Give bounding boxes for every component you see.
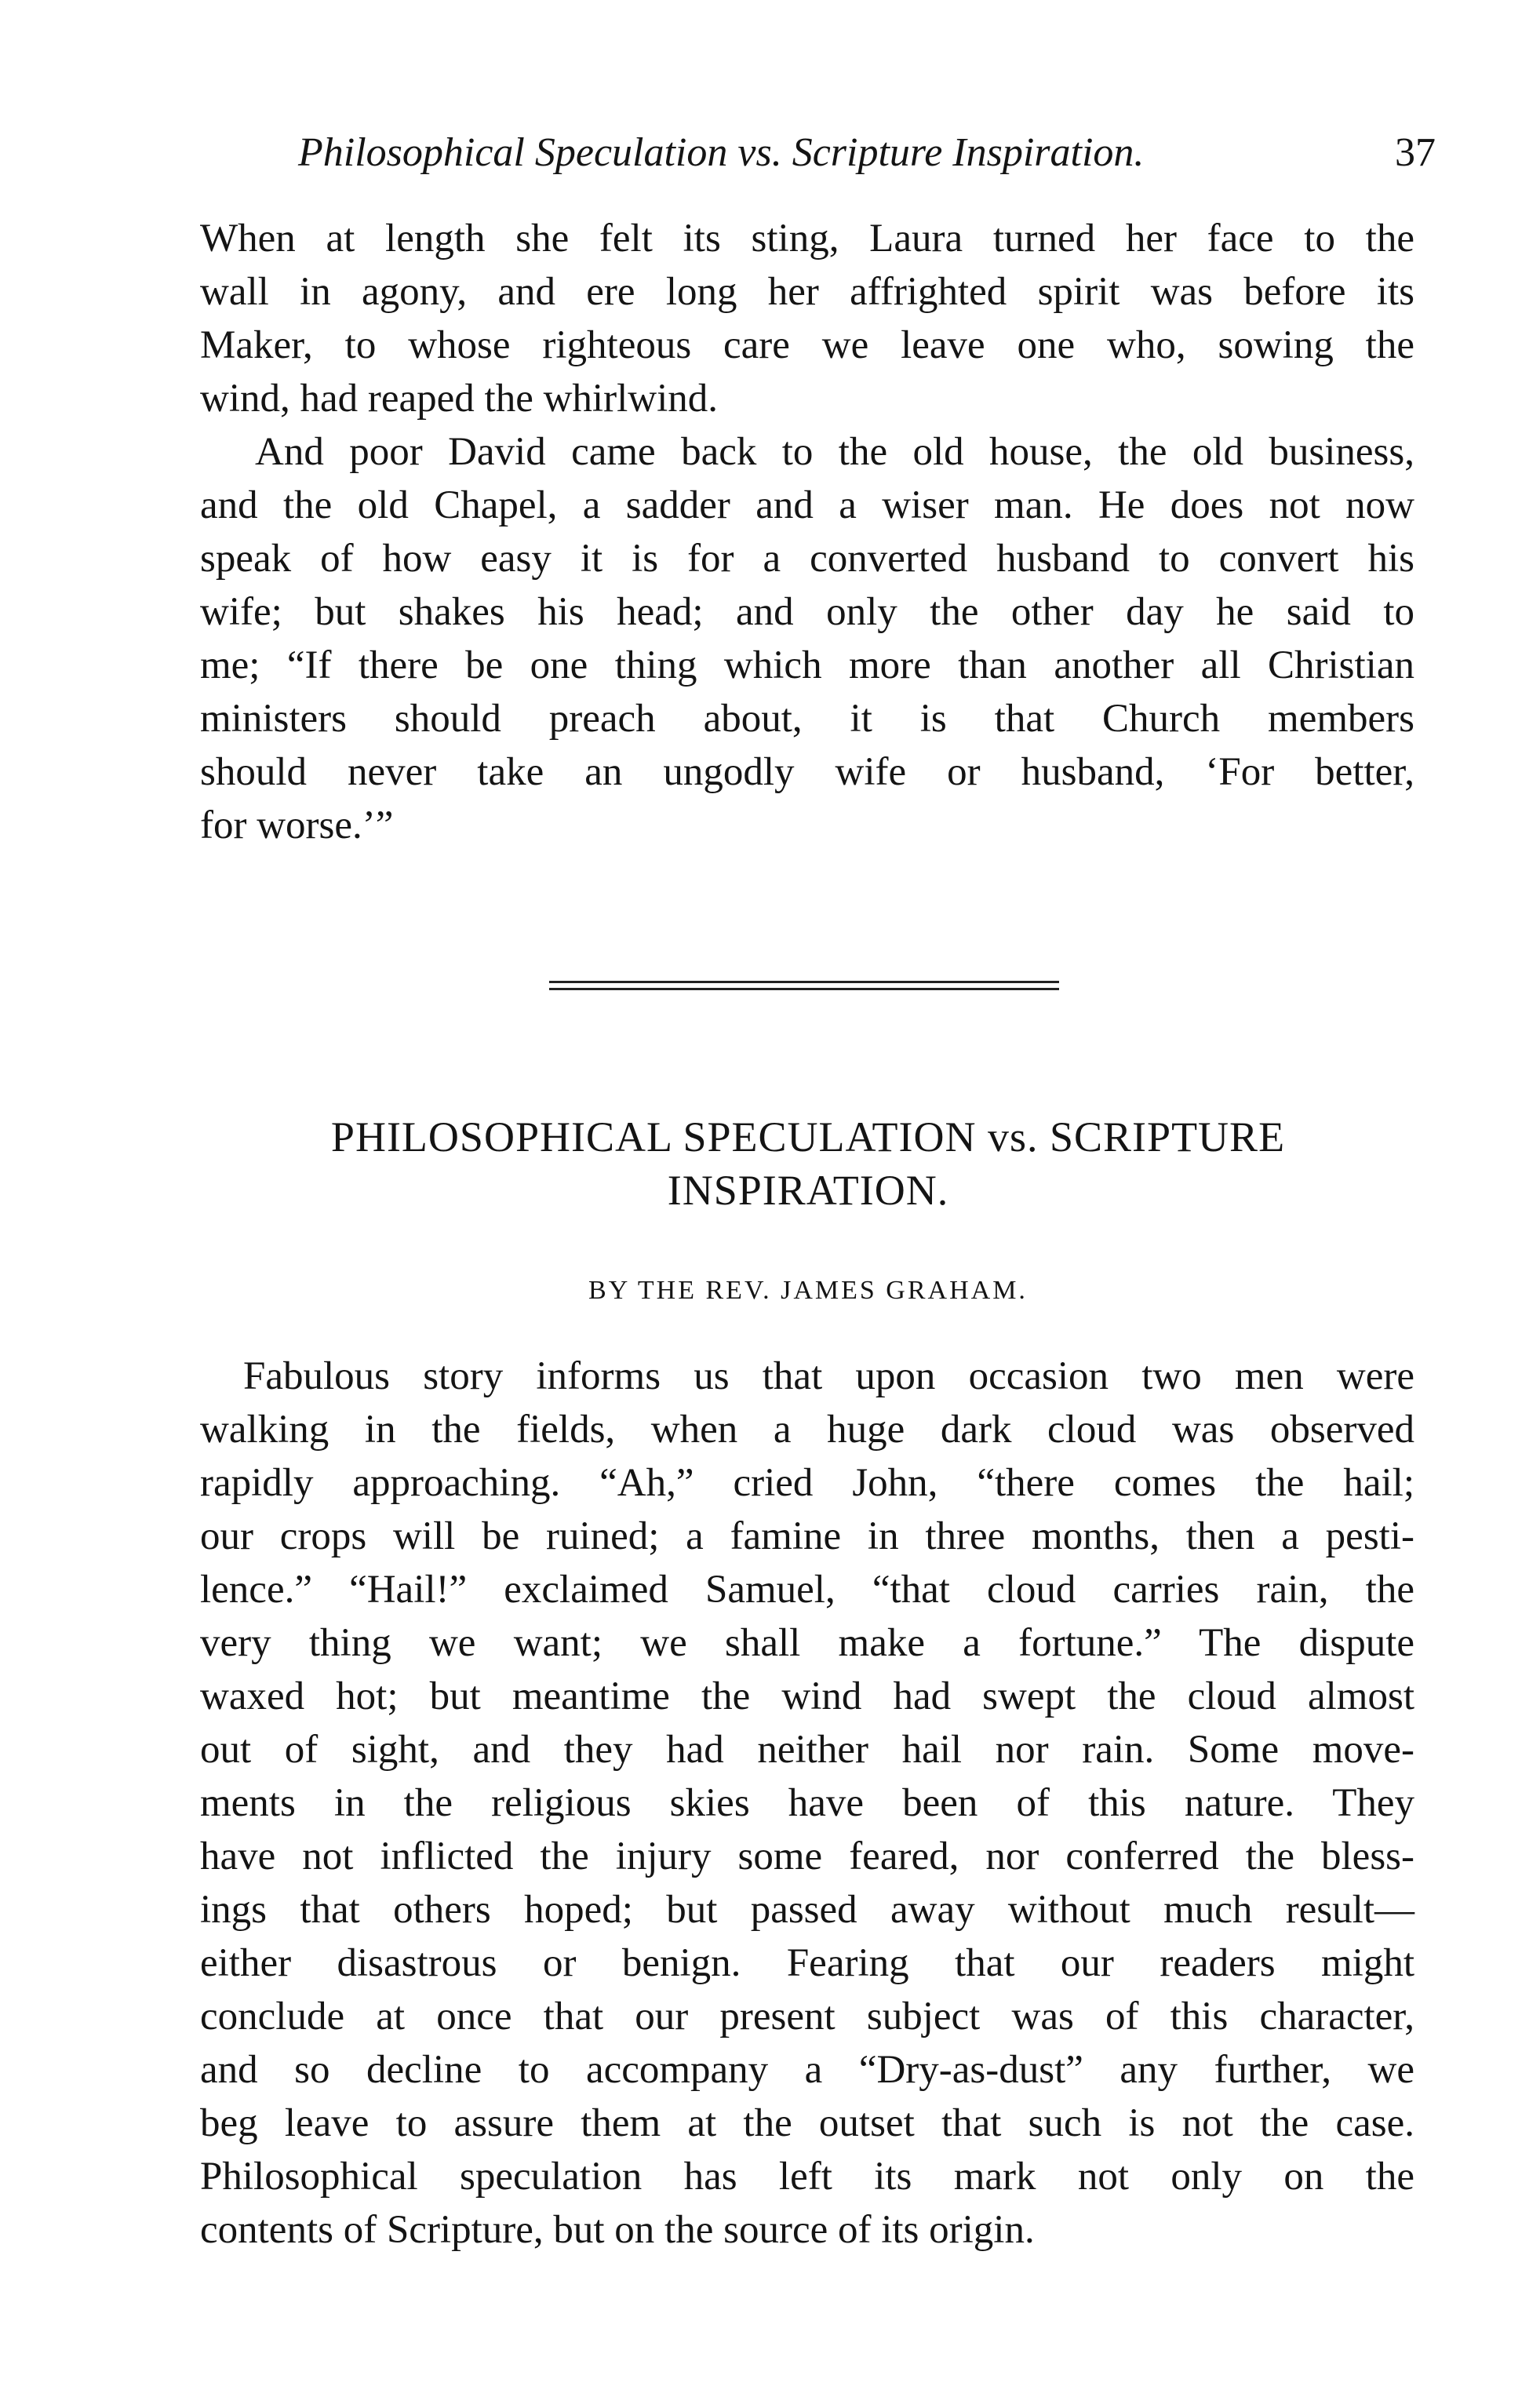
- text-line: wind, had reaped the whirlwind.: [200, 377, 718, 421]
- previous-article-text: [200, 212, 1414, 852]
- running-head: [298, 126, 1436, 180]
- text-line: contents of Scripture, but on the source of its origin.: [200, 2208, 1035, 2252]
- article-body-text: [200, 1350, 1414, 2257]
- text-line: out of sight, and they had neither hail nor rain. Some move-: [200, 1728, 1414, 1772]
- text-line: wife; but shakes his head; and only the other day he said to: [200, 590, 1414, 634]
- text-line: And poor David came back to the old house, the old business,: [255, 430, 1414, 474]
- text-line: ments in the religious skies have been of this nature. They: [200, 1781, 1414, 1825]
- text-line: for worse.’”: [200, 803, 394, 847]
- text-line: When at length she felt its sting, Laura turned her face to the: [200, 217, 1414, 260]
- text-line: our crops will be ruined; a famine in three months, then a pesti-: [200, 1514, 1414, 1558]
- article-title-line: PHILOSOPHICAL SPECULATION vs. SCRIPTURE: [330, 1113, 1286, 1160]
- text-line: wall in agony, and ere long her affrighted spirit was before its: [200, 270, 1414, 314]
- text-line: either disastrous or benign. Fearing that our readers might: [200, 1941, 1414, 1985]
- page-number: 37: [1395, 130, 1436, 175]
- text-line: and the old Chapel, a sadder and a wiser man. He does not now: [200, 483, 1414, 527]
- text-line: Maker, to whose righteous care we leave one who, sowing the: [200, 323, 1414, 367]
- running-head-title: Philosophical Speculation vs. Scripture Inspiration.: [298, 130, 1145, 175]
- text-line: conclude at once that our present subject was of this character,: [200, 1995, 1414, 2038]
- text-line: have not inflicted the injury some feared, nor conferred the bless-: [200, 1834, 1414, 1878]
- article-title-line: INSPIRATION.: [667, 1167, 949, 1214]
- text-line: beg leave to assure them at the outset that such is not the case.: [200, 2101, 1414, 2145]
- text-line: rapidly approaching. “Ah,” cried John, “there comes the hail;: [200, 1461, 1414, 1505]
- text-line: very thing we want; we shall make a fortune.” The dispute: [200, 1621, 1414, 1665]
- section-divider: [549, 981, 1059, 990]
- text-line: should never take an ungodly wife or husband, ‘For better,: [200, 750, 1414, 794]
- text-line: walking in the fields, when a huge dark cloud was observed: [200, 1408, 1414, 1452]
- text-line: and so decline to accompany a “Dry-as-dust” any further, we: [200, 2048, 1414, 2092]
- text-line: ministers should preach about, it is that Church members: [200, 697, 1414, 741]
- article-byline: BY THE REV. JAMES GRAHAM.: [588, 1276, 1028, 1305]
- text-line: Philosophical speculation has left its mark not only on the: [200, 2155, 1414, 2199]
- text-line: ings that others hoped; but passed away without much result—: [200, 1888, 1414, 1932]
- text-line: me; “If there be one thing which more than another all Christian: [200, 643, 1414, 687]
- text-line: lence.” “Hail!” exclaimed Samuel, “that cloud carries rain, the: [200, 1568, 1414, 1612]
- text-line: Fabulous story informs us that upon occasion two men were: [243, 1354, 1414, 1398]
- text-line: speak of how easy it is for a converted husband to convert his: [200, 537, 1414, 581]
- text-line: waxed hot; but meantime the wind had swept the cloud almost: [200, 1674, 1414, 1718]
- article-title: [220, 1110, 1396, 1217]
